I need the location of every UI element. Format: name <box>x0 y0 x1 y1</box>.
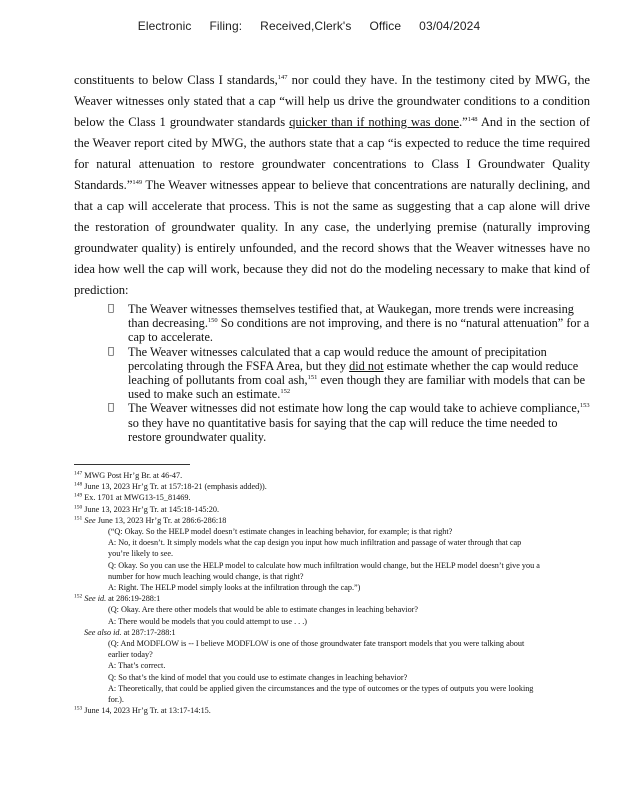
footnote-text: June 13, 2023 Hr’g Tr. at 286:6-286:18 <box>95 515 227 525</box>
footnote-ref-148: 148 <box>467 115 478 123</box>
footnote-151-transcript <box>74 526 544 593</box>
header-received: Received,Clerk's <box>260 19 352 33</box>
footnote-number: 150 <box>74 503 83 510</box>
footnote-text: June 14, 2023 Hr’g Tr. at 13:17-14:15. <box>82 706 211 716</box>
transcript-line: A: Right. The HELP model simply looks at the infiltration through the cap.”) <box>108 583 361 593</box>
footnote-153 <box>74 705 544 716</box>
header-office: Office <box>369 19 402 33</box>
footnote-152-transcript-2 <box>74 638 544 705</box>
transcript-line: A: No, it doesn’t. It simply models what the cap design you input how much infiltration and passage of water through that cap you’re likely to see. <box>108 538 522 559</box>
bullet-square-icon <box>108 302 114 316</box>
header-electronic: Electronic <box>137 19 192 33</box>
footnotes <box>74 470 544 716</box>
filing-header <box>0 19 618 33</box>
footnote-text: June 13, 2023 Hr’g Tr. at 145:18-145:20. <box>82 504 220 514</box>
footnote-152 <box>74 593 544 604</box>
footnote-text: MWG Post Hr’g Br. at 46-47. <box>82 471 183 480</box>
emphasized-text: quicker than if nothing was done <box>289 115 459 129</box>
footnote-ref-151: 151 <box>307 373 318 381</box>
footnote-separator <box>74 464 190 465</box>
body-text-3: .” <box>459 115 468 129</box>
bullet-list <box>108 302 592 444</box>
footnote-152-see-also <box>74 627 544 638</box>
bullet-text: So conditions are not improving, and there is no “natural attenuation” for a cap to accelerate. <box>128 316 590 345</box>
body-text-4: And in the section of the Weaver report cited by MWG, the authors state that a cap “is expected to reduce the time required for natural attenuation to restore groundwater concentrations to Class I Groundwater Quality Standards.” <box>74 115 590 192</box>
transcript-line: (Q: And MODFLOW is -- I believe MODFLOW is one of those groundwater fate transport models that you were talking about earlier today? <box>108 639 525 660</box>
body-paragraph <box>74 70 590 301</box>
footnote-number: 147 <box>74 470 83 477</box>
bullet-text: The Weaver witnesses calculated that a cap would reduce the amount of precipitation percolating through the FSFA Area, but they <box>128 344 547 373</box>
footnote-ref-153: 153 <box>579 402 590 410</box>
footnote-148 <box>74 481 544 492</box>
footnote-149 <box>74 492 544 503</box>
footnote-ref-149: 149 <box>132 178 143 186</box>
transcript-line: Q: Okay. So you can use the HELP model to calculate how much infiltration would change, but the HELP model doesn’t give you a number for how much leaching would change, is that right? <box>108 560 540 581</box>
bullet-text: estimate whether the cap would reduce leaching of pollutants from coal ash, <box>128 358 579 388</box>
footnote-152-transcript <box>74 604 544 626</box>
transcript-line: A: There would be models that you could attempt to use . . .) <box>108 616 308 626</box>
footnote-number: 149 <box>74 492 83 499</box>
citation-signal: See <box>84 515 96 525</box>
footnote-ref-147: 147 <box>277 73 288 81</box>
emphasized-text: did not <box>349 358 384 373</box>
transcript-line: A: Theoretically, that could be applied given the circumstances and the type of outcomes or the types of outputs you were looking for.). <box>108 683 534 705</box>
footnote-text: at 287:17-288:1 <box>121 627 176 637</box>
transcript-line: (Q: Okay. Are there other models that would be able to estimate changes in leaching behavior? <box>108 605 419 615</box>
footnote-text: June 13, 2023 Hr’g Tr. at 157:18-21 (emphasis added)). <box>82 482 267 492</box>
footnote-number: 152 <box>74 593 83 600</box>
header-date: 03/04/2024 <box>419 19 481 33</box>
footnote-150 <box>74 504 544 515</box>
footnote-ref-150: 150 <box>207 317 218 325</box>
footnote-151 <box>74 515 544 526</box>
body-text-2: nor could they have. In the testimony cited by MWG, the Weaver witnesses only stated that a cap “will help us drive the groundwater conditions to a condition below the Class 1 groundwater standards <box>74 73 590 129</box>
transcript-line: (“Q: Okay. So the HELP model doesn’t estimate changes in leaching behavior, for example; is that right? <box>108 527 453 537</box>
citation-signal: See also id. <box>84 627 122 637</box>
body-text-1: constituents to below Class I standards, <box>74 73 278 87</box>
footnote-147 <box>74 470 544 481</box>
body-text-5: The Weaver witnesses appear to believe that concentrations are naturally declining, and that a cap will accelerate that process. This is not the same as suggesting that a cap alone will drive the restoration of groundwater quality. In any case, the underlying premise (naturally improving groundwater quality) is entirely unfounded, and the record shows that the Weaver witnesses have no idea how well the cap will work, because they did not do the modeling necessary to make that kind of prediction: <box>74 178 590 297</box>
footnote-number: 148 <box>74 481 83 488</box>
bullet-text: The Weaver witnesses did not estimate how long the cap would take to achieve compliance, <box>128 401 580 416</box>
bullet-item <box>108 345 592 402</box>
transcript-line: Q: So that’s the kind of model that you could use to estimate changes in leaching behavior? <box>108 672 408 682</box>
bullet-text: even though they are familiar with models that can be used to make such an estimate. <box>128 373 586 402</box>
citation-signal: See id. <box>84 594 107 604</box>
footnote-number: 153 <box>74 705 83 712</box>
footnote-ref-152: 152 <box>280 388 291 396</box>
footnote-number: 151 <box>74 515 83 522</box>
header-filing: Filing: <box>209 19 243 33</box>
bullet-text: The Weaver witnesses themselves testified that, at Waukegan, more trends were increasing than decreasing. <box>128 302 574 331</box>
footnote-text: at 286:19-288:1 <box>106 594 161 604</box>
bullet-item <box>108 302 592 345</box>
footnote-text: Ex. 1701 at MWG13-15_81469. <box>82 493 191 503</box>
transcript-line: A: That’s correct. <box>108 661 166 671</box>
bullet-square-icon <box>108 345 114 359</box>
bullet-text: so they have no quantitative basis for saying that the cap will reduce the time needed to restore groundwater quality. <box>128 415 558 444</box>
bullet-square-icon <box>108 401 114 415</box>
bullet-item <box>108 401 592 444</box>
